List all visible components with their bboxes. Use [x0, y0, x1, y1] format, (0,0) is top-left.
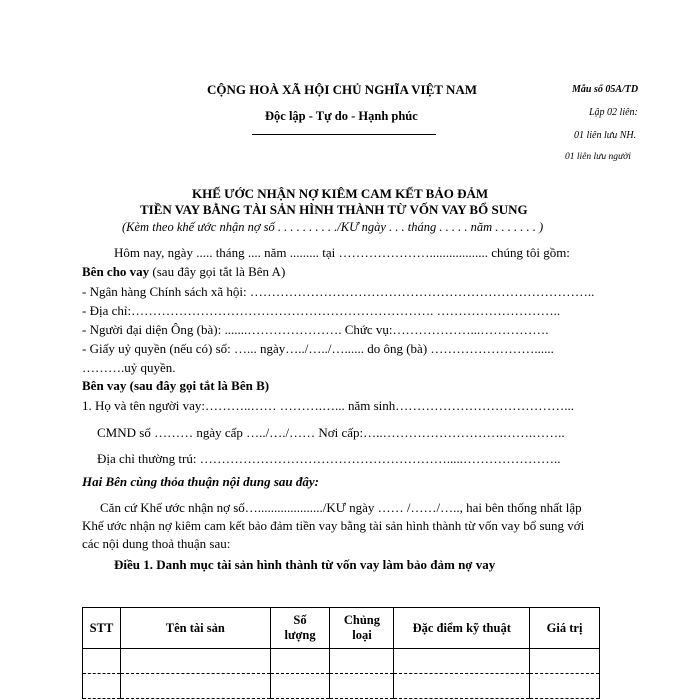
asset-table-header: [83, 608, 600, 649]
table-cell: [83, 674, 121, 699]
table-cell: [330, 674, 394, 699]
col-header-quantity: [270, 608, 330, 649]
form-number: Mẫu số 05A/TD: [572, 84, 639, 95]
party-a-heading: [82, 264, 285, 280]
table-cell: [83, 649, 121, 674]
party-b-label: Bên vay: [82, 378, 127, 393]
col-header-value: Giá trị: [530, 608, 600, 649]
col-header-type-line2: loại: [352, 628, 372, 642]
table-cell: [530, 674, 600, 699]
party-b-heading: [82, 378, 269, 394]
party-a-label: Bên cho vay: [82, 264, 150, 279]
party-a-bank: - Ngân hàng Chính sách xã hội: ……………………………………………………………………..: [82, 284, 595, 299]
motto: Độc lập - Tự do - Hạnh phúc: [265, 109, 418, 123]
col-header-stt: STT: [83, 608, 121, 649]
copies-label: Lập 02 liên:: [589, 107, 638, 118]
party-b-id: CMND số ……… ngày cấp …../…./…… Nơi cấp:…..……………………….…….……..: [97, 425, 565, 440]
table-cell: [394, 674, 530, 699]
col-header-quantity-line1: Số: [293, 613, 307, 627]
table-cell: [530, 649, 600, 674]
col-header-asset-name: Tên tài sản: [120, 608, 270, 649]
document-title-reference: (Kèm theo khế ước nhận nợ số . . . . . . . . . ./KƯ ngày . . . tháng . . . . . năm . . . . . . . ): [122, 220, 544, 234]
table-row: [83, 649, 600, 674]
basis-line-1: Căn cứ Khế ước nhận nợ số…..................../KƯ ngày …… /……/….., hai bên thống nhất lập: [100, 500, 582, 515]
motto-underline: [252, 134, 436, 135]
party-b-note: (sau đây gọi tắt là Bên B): [126, 378, 270, 393]
national-title: CỘNG HOÀ XÃ HỘI CHỦ NGHĨA VIỆT NAM: [207, 82, 478, 97]
asset-table: [82, 607, 600, 699]
table-cell: [394, 649, 530, 674]
table-row: [83, 674, 600, 699]
party-a-authorization-cont: ……….uỷ quyền.: [82, 360, 176, 375]
party-a-representative: - Người đại diện Ông (bà): .......…………………. Chức vụ:………………...…………….: [82, 322, 549, 337]
col-header-type-line1: Chủng: [343, 613, 381, 627]
party-a-note: (sau đây gọi tắt là Bên A): [149, 264, 286, 279]
copy-1-note: 01 liên lưu NH.: [574, 130, 637, 141]
table-cell: [270, 674, 330, 699]
col-header-quantity-line2: lượng: [284, 628, 316, 642]
basis-line-2: Khế ước nhận nợ kiêm cam kết bảo đảm tiền vay bằng tài sản hình thành từ vốn vay bổ sung với: [82, 518, 585, 533]
table-cell: [270, 649, 330, 674]
table-cell: [120, 674, 270, 699]
intro-line: Hôm nay, ngày ..... tháng .... năm ......... tại ………………….................. chúng tôi gồm:: [114, 245, 570, 260]
basis-line-3: các nội dung thoả thuận sau:: [82, 536, 231, 551]
col-header-specs: Đặc điểm kỹ thuật: [394, 608, 530, 649]
table-cell: [330, 649, 394, 674]
document-title-line-1: KHẾ ƯỚC NHẬN NỢ KIÊM CAM KẾT BẢO ĐẢM: [192, 186, 489, 201]
copy-2-note: 01 liên lưu người: [565, 152, 631, 162]
table-cell: [120, 649, 270, 674]
party-b-residence: Địa chỉ thường trú: ………………………………………………….....…………………..: [97, 451, 561, 466]
party-a-authorization: - Giấy uỷ quyền (nếu có) số: …... ngày…../…../…...... do ông (bà) ……………………......: [82, 341, 554, 356]
col-header-type: [330, 608, 394, 649]
party-a-address: - Địa chỉ:……………………………………………………………. ………………………..: [82, 303, 561, 318]
party-b-name: 1. Họ và tên người vay:………..…… ……….…... năm sinh…………………………………...: [82, 398, 575, 413]
article-1-heading: Điều 1. Danh mục tài sản hình thành từ vốn vay làm bảo đảm nợ vay: [114, 557, 496, 572]
agreement-heading: Hai Bên cùng thỏa thuận nội dung sau đây:: [82, 474, 319, 489]
document-title-line-2: TIỀN VAY BẰNG TÀI SẢN HÌNH THÀNH TỪ VỐN VAY BỔ SUNG: [140, 202, 528, 217]
